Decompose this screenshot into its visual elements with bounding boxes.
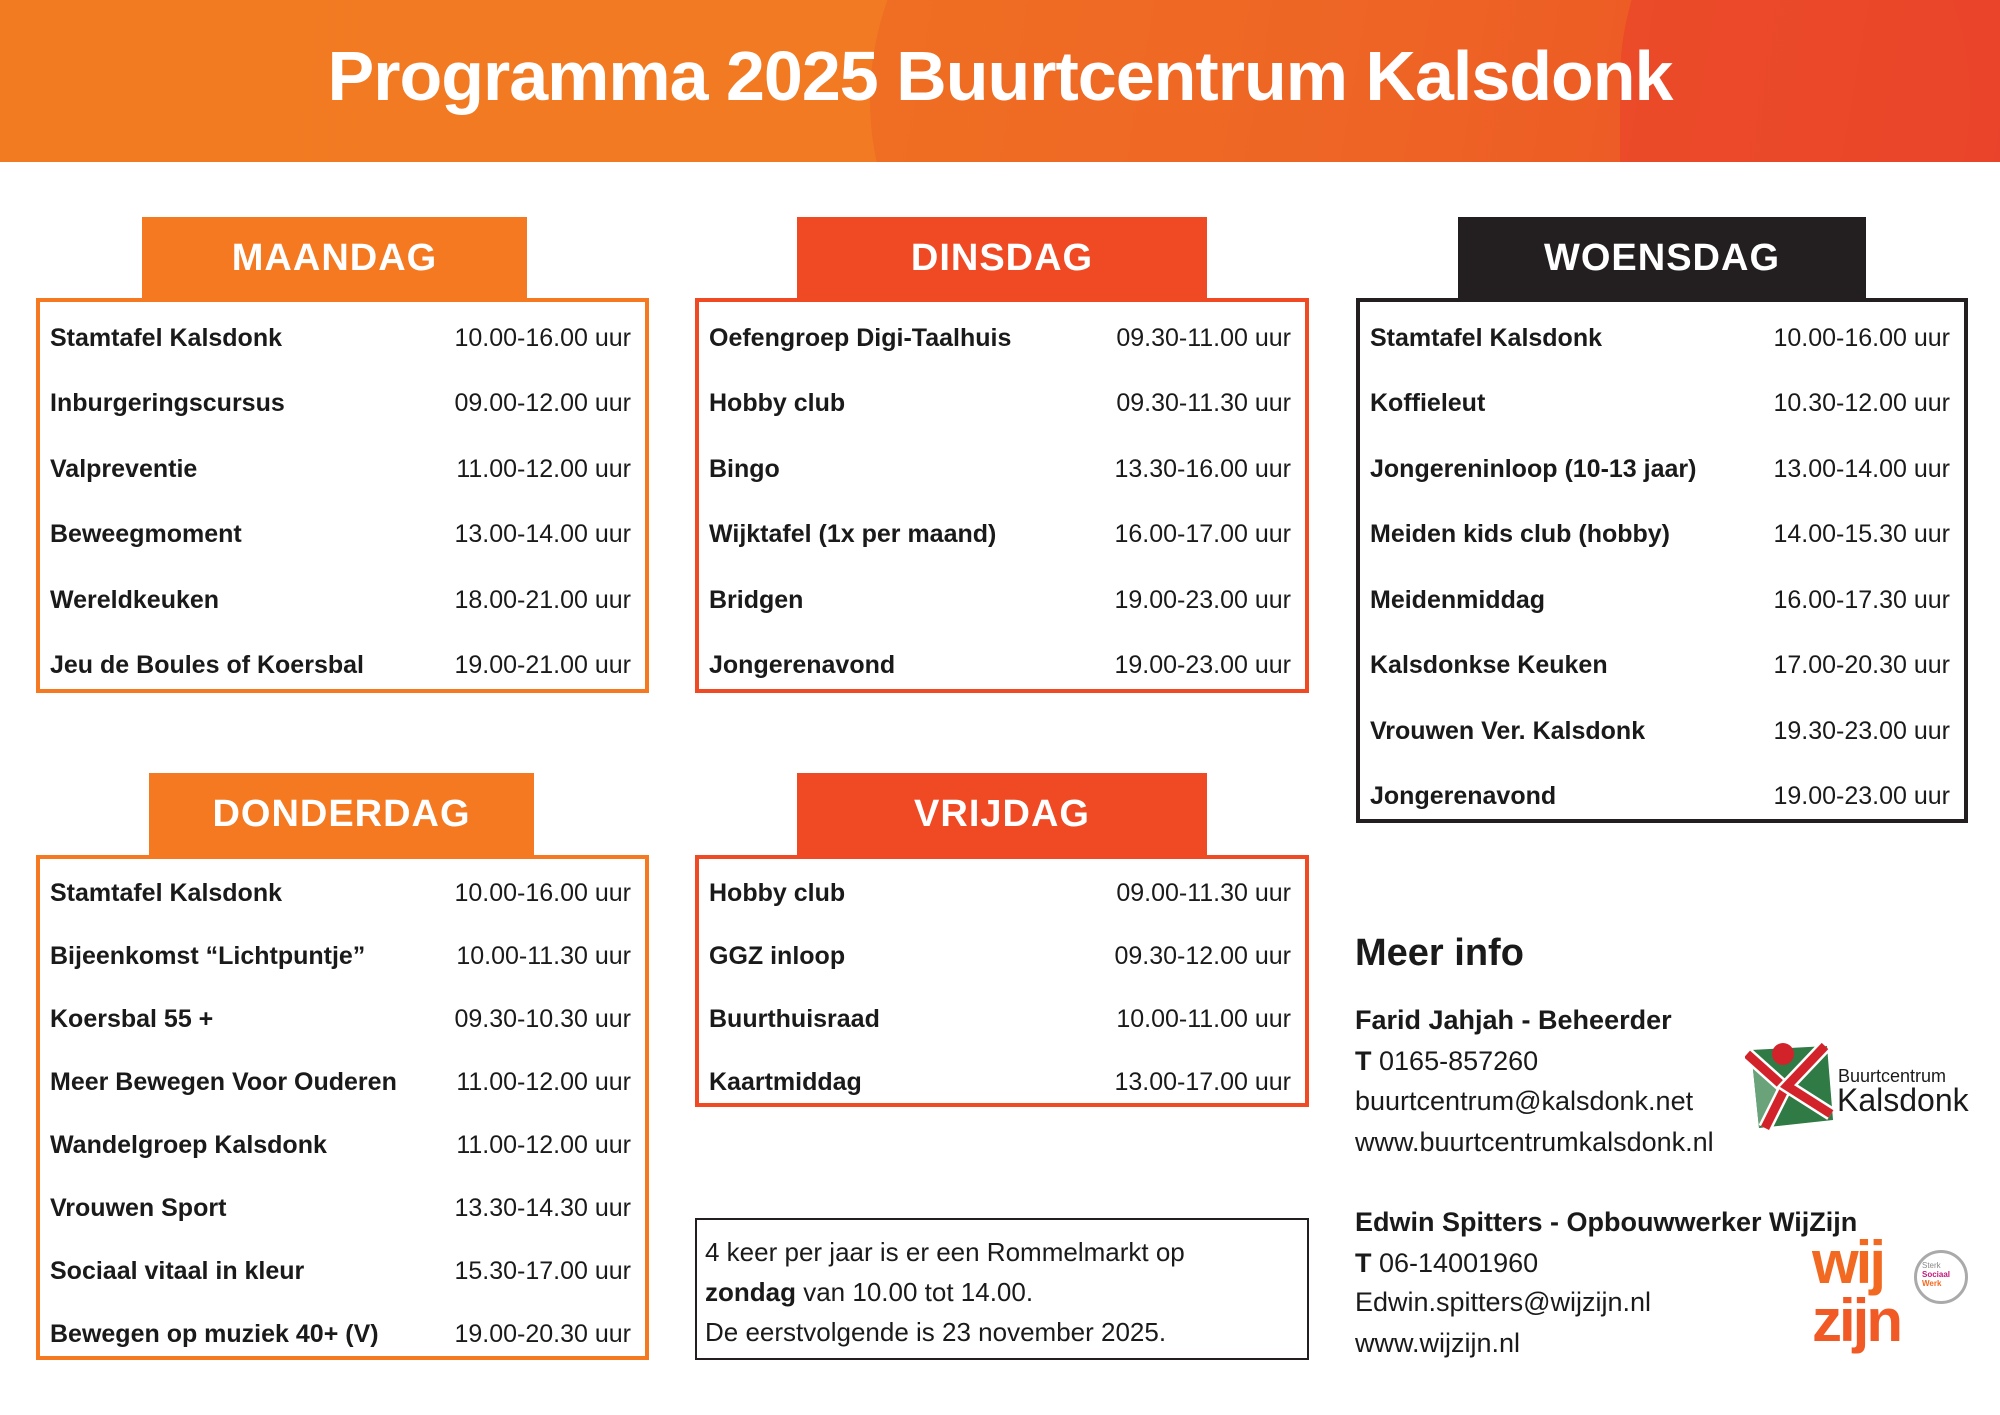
schedule-row <box>709 515 1291 555</box>
schedule-row <box>1370 515 1950 555</box>
activity-name: Sociaal vitaal in kleur <box>50 1256 305 1285</box>
activity-time: 13.00-14.00 uur <box>454 520 631 548</box>
activity-name: Kalsdonkse Keuken <box>1370 651 1608 679</box>
schedule-row <box>50 1188 631 1228</box>
activity-name: Hobby club <box>709 389 846 417</box>
schedule-row <box>50 936 631 976</box>
activity-time: 13.30-14.30 uur <box>454 1193 631 1222</box>
schedule-row <box>709 318 1291 358</box>
activity-name: Jongerenavond <box>1370 782 1557 810</box>
kalsdonk-logo: Buurtcentrum Kalsdonk <box>1745 1040 1975 1135</box>
schedule-row <box>1370 384 1950 424</box>
schedule-row <box>709 580 1291 620</box>
schedule-row <box>50 318 631 358</box>
activity-name: Wereldkeuken <box>50 585 220 614</box>
wijzijn-logo: wij zijn Sterk Sociaal Werk <box>1812 1248 1972 1363</box>
activity-time: 19.00-23.00 uur <box>1114 585 1291 614</box>
schedule-row <box>50 515 631 555</box>
activity-time: 15.30-17.00 uur <box>454 1256 631 1285</box>
contact-1-phone: T 0165-857260 <box>1355 1046 1539 1076</box>
note-line: De eerstvolgende is 23 november 2025. <box>705 1317 1167 1347</box>
activity-name: Beweegmoment <box>50 520 242 548</box>
schedule-row <box>709 999 1291 1039</box>
activity-name: Oefengroep Digi-Taalhuis <box>709 323 1012 352</box>
schedule-row <box>1370 449 1950 489</box>
contact-1-email[interactable]: buurtcentrum@kalsdonk.net <box>1355 1086 1694 1116</box>
schedule-donderdag <box>36 855 649 1360</box>
activity-time: 11.00-12.00 uur <box>456 454 631 483</box>
schedule-row <box>1370 777 1950 817</box>
contact-2-phone: T 06-14001960 <box>1355 1248 1539 1278</box>
activity-time: 11.00-12.00 uur <box>456 1067 631 1096</box>
activity-time: 11.00-12.00 uur <box>456 1130 631 1159</box>
schedule-row <box>1370 711 1950 751</box>
activity-time: 13.00-14.00 uur <box>1773 454 1950 483</box>
activity-name: Wandelgroep Kalsdonk <box>50 1130 327 1159</box>
note-line: zondag van 10.00 tot 14.00. <box>705 1277 1034 1307</box>
schedule-woensdag <box>1356 298 1968 823</box>
day-header-maandag: MAANDAG <box>142 217 527 299</box>
contact-1-website[interactable]: www.buurtcentrumkalsdonk.nl <box>1355 1127 1714 1157</box>
activity-time: 16.00-17.00 uur <box>1114 520 1291 548</box>
activity-time: 16.00-17.30 uur <box>1773 585 1950 614</box>
activity-time: 14.00-15.30 uur <box>1773 520 1950 548</box>
page-title: Programma 2025 Buurtcentrum Kalsdonk <box>327 37 1673 115</box>
activity-name: Stamtafel Kalsdonk <box>1370 323 1603 352</box>
activity-name: Vrouwen Sport <box>50 1193 227 1222</box>
activity-time: 19.00-23.00 uur <box>1773 782 1950 810</box>
activity-name: Wijktafel (1x per maand) <box>709 520 997 548</box>
activity-name: Hobby club <box>709 878 846 907</box>
schedule-row <box>1370 580 1950 620</box>
activity-time: 09.30-12.00 uur <box>1114 941 1291 970</box>
activity-name: Inburgeringscursus <box>50 389 285 417</box>
activity-time: 10.00-16.00 uur <box>454 323 631 352</box>
activity-time: 13.00-17.00 uur <box>1114 1067 1291 1096</box>
activity-name: Bridgen <box>709 585 804 614</box>
activity-name: Bingo <box>709 454 780 483</box>
day-header-dinsdag: DINSDAG <box>797 217 1207 299</box>
schedule-row <box>50 1125 631 1165</box>
schedule-row <box>50 873 631 913</box>
activity-time: 09.30-10.30 uur <box>454 1004 631 1033</box>
activity-time: 19.30-23.00 uur <box>1773 716 1950 745</box>
activity-time: 10.00-16.00 uur <box>454 878 631 907</box>
activity-name: Kaartmiddag <box>709 1067 862 1096</box>
activity-name: Stamtafel Kalsdonk <box>50 323 283 352</box>
activity-name: Jeu de Boules of Koersbal <box>50 651 364 679</box>
schedule-row <box>709 384 1291 424</box>
activity-time: 19.00-23.00 uur <box>1114 651 1291 679</box>
schedule-row <box>709 1062 1291 1102</box>
activity-name: Koffieleut <box>1370 389 1486 417</box>
activity-time: 19.00-21.00 uur <box>454 651 631 679</box>
schedule-row <box>50 1062 631 1102</box>
schedule-row <box>1370 646 1950 686</box>
activity-name: GGZ inloop <box>709 941 846 970</box>
activity-time: 09.00-11.30 uur <box>1116 878 1291 907</box>
contact-2-name: Edwin Spitters - Opbouwwerker WijZijn <box>1355 1207 1858 1237</box>
contact-2-website[interactable]: www.wijzijn.nl <box>1355 1328 1521 1358</box>
activity-name: Meiden kids club (hobby) <box>1370 520 1671 548</box>
activity-name: Vrouwen Ver. Kalsdonk <box>1370 716 1646 745</box>
contact-2-email[interactable]: Edwin.spitters@wijzijn.nl <box>1355 1287 1651 1317</box>
activity-time: 10.00-11.30 uur <box>456 941 631 970</box>
day-header-donderdag: DONDERDAG <box>149 773 534 855</box>
activity-name: Buurthuisraad <box>709 1004 880 1033</box>
activity-name: Koersbal 55 + <box>50 1004 214 1033</box>
activity-name: Jongerenavond <box>709 651 896 679</box>
schedule-row <box>50 580 631 620</box>
schedule-row <box>50 999 631 1039</box>
contact-1-name: Farid Jahjah - Beheerder <box>1355 1005 1672 1035</box>
info-heading: Meer info <box>1355 932 1524 974</box>
schedule-row <box>50 449 631 489</box>
activity-name: Bijeenkomst “Lichtpuntje” <box>50 941 366 970</box>
schedule-maandag <box>36 298 649 693</box>
activity-time: 10.00-16.00 uur <box>1773 323 1950 352</box>
activity-time: 09.30-11.30 uur <box>1116 389 1291 417</box>
activity-name: Meidenmiddag <box>1370 585 1546 614</box>
activity-time: 18.00-21.00 uur <box>454 585 631 614</box>
activity-name: Bewegen op muziek 40+ (V) <box>50 1319 379 1348</box>
schedule-dinsdag <box>695 298 1309 693</box>
schedule-row <box>709 646 1291 686</box>
rommelmarkt-note <box>695 1218 1309 1360</box>
activity-name: Stamtafel Kalsdonk <box>50 878 283 907</box>
activity-time: 13.30-16.00 uur <box>1114 454 1291 483</box>
schedule-row <box>1370 318 1950 358</box>
activity-time: 10.30-12.00 uur <box>1773 389 1950 417</box>
activity-time: 09.30-11.00 uur <box>1116 323 1291 352</box>
note-line: 4 keer per jaar is er een Rommelmarkt op <box>705 1237 1185 1267</box>
activity-time: 17.00-20.30 uur <box>1773 651 1950 679</box>
activity-name: Jongereninloop (10-13 jaar) <box>1370 454 1697 483</box>
activity-name: Meer Bewegen Voor Ouderen <box>50 1067 397 1096</box>
schedule-row <box>50 1251 631 1291</box>
schedule-row <box>50 384 631 424</box>
header-banner <box>0 0 2000 162</box>
schedule-row <box>50 1314 631 1354</box>
schedule-row <box>709 449 1291 489</box>
activity-time: 10.00-11.00 uur <box>1116 1004 1291 1033</box>
activity-time: 09.00-12.00 uur <box>454 389 631 417</box>
schedule-vrijdag <box>695 855 1309 1107</box>
schedule-row <box>709 936 1291 976</box>
activity-name: Valpreventie <box>50 454 198 483</box>
day-header-woensdag: WOENSDAG <box>1458 217 1866 299</box>
schedule-row <box>709 873 1291 913</box>
schedule-row <box>50 646 631 686</box>
day-header-vrijdag: VRIJDAG <box>797 773 1207 855</box>
activity-time: 19.00-20.30 uur <box>454 1319 631 1348</box>
